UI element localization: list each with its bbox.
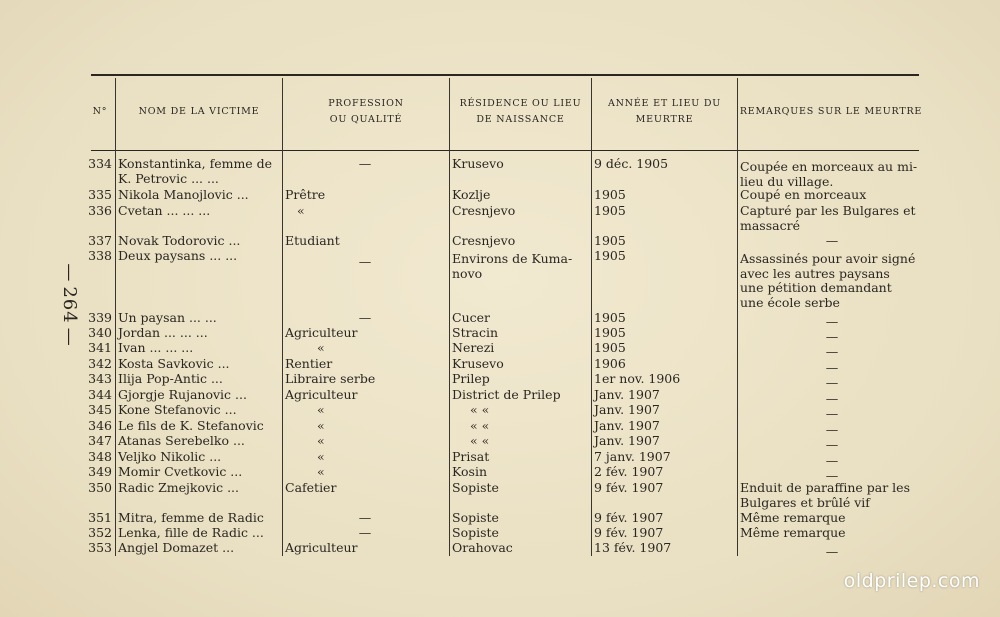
row-number: 352 [88,525,112,540]
header-remarks: REMARQUES SUR LE MEURTRE [739,106,923,117]
remarks: — [825,233,839,248]
residence: Kosin [452,464,487,479]
table-header-rule [91,150,919,151]
year-place: 1905 [594,187,626,202]
residence: Sopiste [452,510,499,525]
remarks: — [825,314,839,329]
page-number-value: 264 [59,286,81,324]
year-place: 9 déc. 1905 [594,156,669,171]
year-place: 1905 [594,203,626,218]
victim-name: Jordan ... ... ... [118,325,208,340]
victim-name: Nikola Manojlovic ... [118,187,249,202]
profession: « [297,203,305,218]
victim-name: Angjel Domazet ... [118,540,235,555]
residence: Kozlje [452,187,491,202]
remarks: — [825,391,839,406]
remarks: Même remarque [740,510,846,525]
residence: Sopiste [452,480,499,495]
residence: Cucer [452,310,490,325]
year-place: 9 fév. 1907 [594,525,664,540]
year-place: 9 fév. 1907 [594,510,664,525]
year-place: 7 janv. 1907 [594,449,671,464]
remarks: Même remarque [740,525,846,540]
victim-name: Gjorgje Rujanovic ... [118,387,247,402]
header-profession: PROFESSION OU QUALITÉ [328,98,404,125]
residence: Krusevo [452,356,504,371]
row-number: 350 [88,480,112,495]
victim-name: Lenka, fille de Radic ... [118,525,264,540]
header-residence: RÉSIDENCE OU LIEU DE NAISSANCE [459,98,582,125]
remarks: — [825,406,839,421]
remarks: Coupée en morceaux au mi- lieu du village. [740,159,918,189]
residence: Krusevo [452,156,504,171]
profession: « [317,433,325,448]
remarks: — [825,453,839,468]
residence: « « [470,433,490,448]
year-place: Janv. 1907 [594,418,660,433]
header-name: NOM DE LA VICTIME [138,106,260,117]
row-number: 335 [88,187,112,202]
year-place: 1905 [594,233,626,248]
residence: Stracin [452,325,499,340]
year-place: Janv. 1907 [594,433,660,448]
row-number: 347 [88,433,112,448]
column-divider [115,78,116,556]
victim-name: Novak Todorovic ... [118,233,241,248]
year-place: 1905 [594,248,626,263]
row-number: 349 [88,464,112,479]
row-number: 345 [88,402,112,417]
victim-name: Le fils de K. Stefanovic [118,418,264,433]
remarks: Coupé en morceaux [740,187,867,202]
profession: « [317,464,325,479]
year-place: 1905 [594,310,626,325]
profession: « [317,418,325,433]
residence: Orahovac [452,540,513,555]
profession: — [358,525,372,540]
profession: Prêtre [285,187,326,202]
victim-name: Radic Zmejkovic ... [118,480,239,495]
year-place: 13 fév. 1907 [594,540,672,555]
residence: Prisat [452,449,490,464]
row-number: 339 [88,310,112,325]
row-number: 353 [88,540,112,555]
remarks: — [825,544,839,559]
profession: « [317,402,325,417]
row-number: 340 [88,325,112,340]
remarks: Enduit de paraffine par les Bulgares et brûlé vif [740,480,910,510]
residence: Cresnjevo [452,233,516,248]
victim-name: Veljko Nikolic ... [118,449,222,464]
header-year: ANNÉE ET LIEU DU MEURTRE [607,98,722,125]
profession: Agriculteur [285,540,358,555]
residence: Cresnjevo [452,203,516,218]
remarks: — [825,422,839,437]
victim-name: Deux paysans ... ... [118,248,238,263]
column-divider [282,78,283,556]
page-number-dash-right: — [59,327,81,347]
column-divider [449,78,450,556]
residence: Environs de Kuma- novo [452,251,573,281]
victim-name: Un paysan ... ... [118,310,217,325]
remarks: — [825,344,839,359]
remarks: — [825,375,839,390]
column-divider [591,78,592,556]
victim-name: Momir Cvetkovic ... [118,464,243,479]
remarks: — [825,437,839,452]
row-number: 344 [88,387,112,402]
row-number: 348 [88,449,112,464]
row-number: 338 [88,248,112,263]
profession: Rentier [285,356,333,371]
residence: « « [470,418,490,433]
row-number: 342 [88,356,112,371]
profession: Etudiant [285,233,340,248]
victim-name: Mitra, femme de Radic [118,510,264,525]
residence: Nerezi [452,340,495,355]
year-place: Janv. 1907 [594,402,660,417]
header-num: N° [92,106,108,117]
remarks: Assassinés pour avoir signé avec les autres paysans une pétition demandant une école serbe [740,251,916,310]
year-place: 1906 [594,356,626,371]
year-place: 2 fév. 1907 [594,464,664,479]
profession: — [358,310,372,325]
profession: Cafetier [285,480,337,495]
victim-name: Ivan ... ... ... [118,340,194,355]
row-number: 334 [88,156,112,171]
year-place: Janv. 1907 [594,387,660,402]
profession: — [358,156,372,171]
remarks: — [825,360,839,375]
profession: — [358,254,372,269]
row-number: 351 [88,510,112,525]
victim-name: Cvetan ... ... ... [118,203,211,218]
year-place: 9 fév. 1907 [594,480,664,495]
profession: Agriculteur [285,387,358,402]
year-place: 1er nov. 1906 [594,371,681,386]
victim-name: Ilija Pop-Antic ... [118,371,223,386]
year-place: 1905 [594,340,626,355]
residence: Sopiste [452,525,499,540]
profession: « [317,449,325,464]
year-place: 1905 [594,325,626,340]
remarks: — [825,329,839,344]
residence: « « [470,402,490,417]
profession: Agriculteur [285,325,358,340]
watermark: oldprilep.com [843,570,980,592]
profession: — [358,510,372,525]
column-divider [737,78,738,556]
remarks: — [825,468,839,483]
row-number: 343 [88,371,112,386]
row-number: 337 [88,233,112,248]
victim-name: Kone Stefanovic ... [118,402,237,417]
residence: Prilep [452,371,490,386]
page-number-dash-left: — [59,263,81,283]
row-number: 341 [88,340,112,355]
victim-name: Atanas Serebelko ... [118,433,245,448]
profession: « [317,340,325,355]
profession: Libraire serbe [285,371,376,386]
remarks: Capturé par les Bulgares et massacré [740,203,916,233]
victim-name: Kosta Savkovic ... [118,356,230,371]
row-number: 346 [88,418,112,433]
row-number: 336 [88,203,112,218]
residence: District de Prilep [452,387,561,402]
victim-name: Konstantinka, femme de K. Petrovic ... ... [118,156,273,186]
